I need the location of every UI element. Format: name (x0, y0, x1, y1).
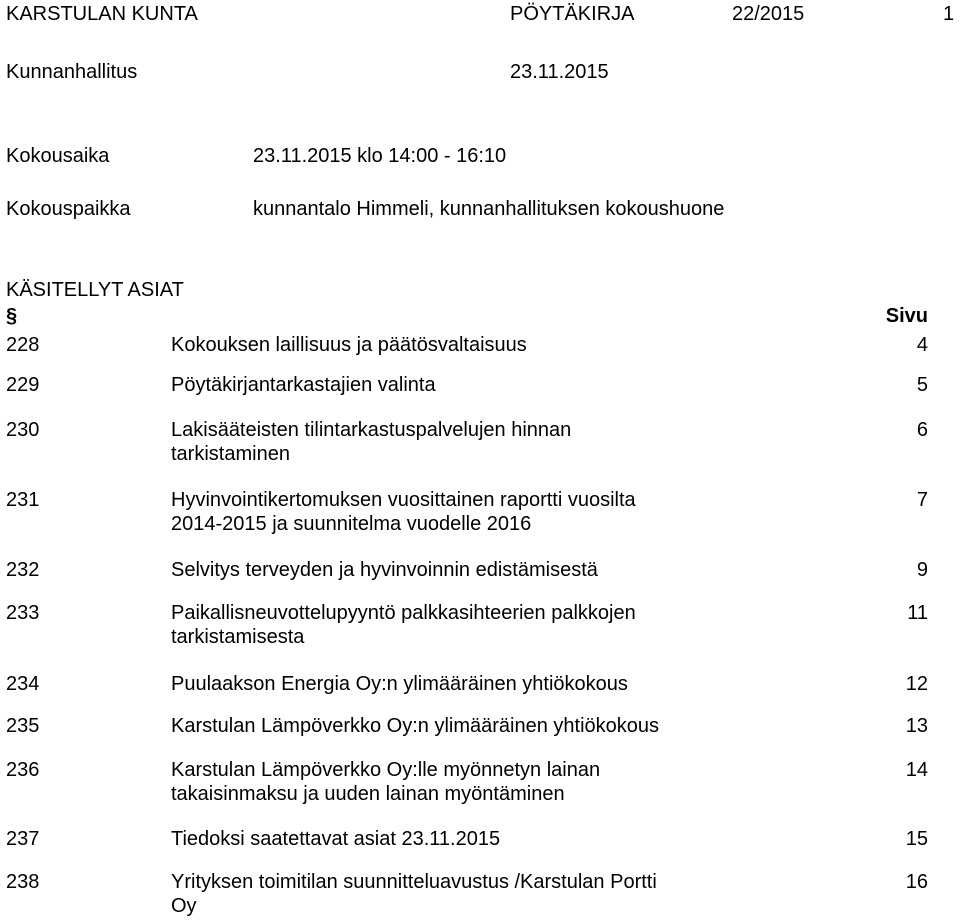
agenda-item-number: 228 (6, 334, 40, 356)
agenda-item-title (171, 333, 731, 357)
agenda-item-number: 235 (6, 715, 40, 737)
document-type: PÖYTÄKIRJA (510, 3, 635, 25)
municipality-name: KARSTULAN KUNTA (6, 3, 198, 25)
agenda-item-page: 14 (905, 759, 928, 781)
agenda-item-number: 229 (6, 374, 40, 396)
agenda-item-title-line: Oy (171, 895, 197, 917)
agenda-item-number: 236 (6, 759, 40, 781)
agenda-item-page: 7 (916, 489, 928, 511)
agenda-item-title-line: Karstulan Lämpöverkko Oy:lle myönnetyn lainan (171, 759, 601, 781)
agenda-item-page: 6 (916, 419, 928, 441)
agenda-item-page: 12 (905, 673, 928, 695)
agenda-item-title-line: tarkistamisesta (171, 626, 305, 648)
agenda-item-number: 237 (6, 828, 40, 850)
agenda-item-title-line: Puulaakson Energia Oy:n ylimääräinen yhtiökokous (171, 673, 628, 695)
agenda-item-page: 13 (905, 715, 928, 737)
agenda-item-page: 15 (905, 828, 928, 850)
section-symbol: § (6, 305, 18, 327)
meeting-time-value: 23.11.2015 klo 14:00 - 16:10 (253, 145, 507, 167)
header-date: 23.11.2015 (510, 61, 609, 83)
agenda-item-title (171, 601, 731, 649)
agenda-item-title-line: Yrityksen toimitilan suunnitteluavustus /Karstulan Portti (171, 871, 657, 893)
agenda-item-page: 9 (916, 559, 928, 581)
document-number: 22/2015 (732, 3, 805, 25)
page-number: 1 (943, 3, 955, 25)
agenda-item-title (171, 827, 731, 851)
agenda-item-title-line: Karstulan Lämpöverkko Oy:n ylimääräinen yhtiökokous (171, 715, 660, 737)
agenda-item-number: 230 (6, 419, 40, 441)
agenda-item-title-line: Kokouksen laillisuus ja päätösvaltaisuus (171, 334, 527, 356)
meeting-time-label: Kokousaika (6, 145, 110, 167)
agenda-item-title-line: 2014-2015 ja suunnitelma vuodelle 2016 (171, 513, 532, 535)
agenda-item-title (171, 488, 731, 536)
agenda-item-title (171, 714, 731, 738)
meeting-place-label: Kokouspaikka (6, 198, 131, 220)
agenda-item-number: 231 (6, 489, 40, 511)
agenda-item-title-line: Pöytäkirjantarkastajien valinta (171, 374, 436, 396)
page-column-label: Sivu (885, 305, 928, 327)
agenda-item-page: 16 (905, 871, 928, 893)
agenda-item-title-line: takaisinmaksu ja uuden lainan myöntäminen (171, 783, 565, 805)
agenda-item-number: 234 (6, 673, 40, 695)
agenda-item-title (171, 758, 731, 806)
agenda-item-title (171, 418, 731, 466)
agenda-item-title (171, 373, 731, 397)
agenda-item-title-line: Selvitys terveyden ja hyvinvoinnin edistämisestä (171, 559, 598, 581)
agenda-item-number: 233 (6, 602, 40, 624)
agenda-item-title-line: Tiedoksi saatettavat asiat 23.11.2015 (171, 828, 501, 850)
agenda-item-page: 5 (916, 374, 928, 396)
agenda-item-number: 238 (6, 871, 40, 893)
agenda-item-title-line: Paikallisneuvottelupyyntö palkkasihteerien palkkojen (171, 602, 636, 624)
agenda-item-number: 232 (6, 559, 40, 581)
agenda-item-page: 11 (907, 602, 928, 624)
agenda-item-title (171, 672, 731, 696)
agenda-heading: KÄSITELLYT ASIAT (6, 279, 184, 301)
agenda-item-title-line: Lakisääteisten tilintarkastuspalvelujen hinnan (171, 419, 572, 441)
agenda-item-title (171, 870, 731, 918)
agenda-item-page: 4 (916, 334, 928, 356)
agenda-item-title-line: tarkistaminen (171, 443, 290, 465)
governing-body: Kunnanhallitus (6, 61, 138, 83)
agenda-item-title (171, 558, 731, 582)
meeting-place-value: kunnantalo Himmeli, kunnanhallituksen kokoushuone (253, 198, 725, 220)
agenda-item-title-line: Hyvinvointikertomuksen vuosittainen raportti vuosilta (171, 489, 636, 511)
